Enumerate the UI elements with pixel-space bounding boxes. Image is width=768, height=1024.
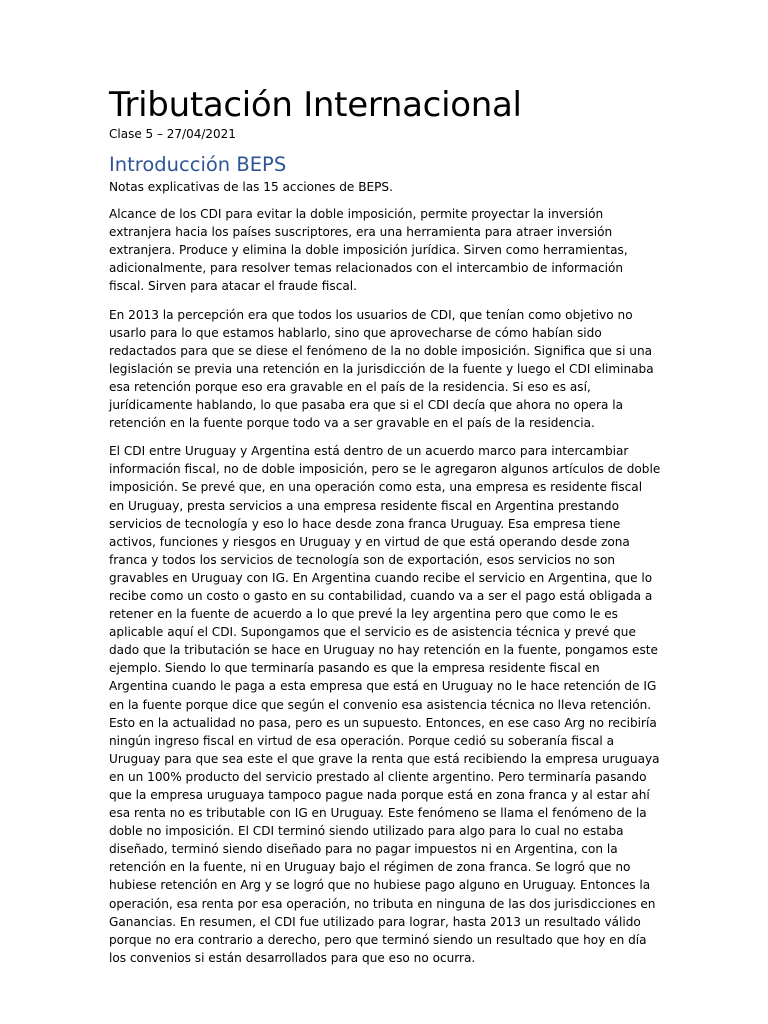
paragraph: El CDI entre Uruguay y Argentina está dentro de un acuerdo marco para intercambiar información fiscal, no de doble imposición, pero se le agregaron algunos artículos de doble imposición. Se prevé que, en una operación como esta, una empresa es residente fiscal en Uruguay, presta servicios a una empresa residente fiscal en Argentina prestando servicios de tecnología y eso lo hace desde zona franca Uruguay. Esa empresa tiene activos, funciones y riesgos en Uruguay y en virtud de que está operando desde zona franca y todos los servicios de tecnología son de exportación, esos servicios no son gravables en Uruguay con IG. En Argentina cuando recibe el servicio en Argentina, que lo recibe como un costo o gasto en su contabilidad, cuando va a ser el pago está obligada a retener en la fuente de acuerdo a lo que prevé la ley argentina pero que como le es aplicable aquí el CDI. Supongamos que el servicio es de asistencia técnica y prevé que dado que la tributación se hace en Uruguay no hay retención en la fuente, pongamos este ejemplo. Siendo lo que terminaría pasando es que la empresa residente fiscal en Argentina cuando le paga a esta empresa que está en Uruguay no le hace retención de IG en la fuente porque dice que según el convenio esa asistencia técnica no lleva retención. Esto en la actualidad no pasa, pero es un supuesto. Entonces, en ese caso Arg no recibiría ningún ingreso fiscal en virtud de esa operación. Porque cedió su soberanía fiscal a Uruguay para que sea este el que grave la renta que está recibiendo la empresa uruguaya en un 100% producto del servicio prestado al cliente argentino. Pero terminaría pasando que la empresa uruguaya tampoco pague nada porque está en zona franca y al estar ahí esa renta no es tributable con IG en Uruguay. Este fenómeno se llama el fenómeno de la doble no imposición. El CDI terminó siendo utilizado para algo para lo cual no estaba diseñado, terminó siendo diseñado para no pagar impuestos ni en Argentina, con la retención en la fuente, ni en Uruguay bajo el régimen de zona franca. Se logró que no hubiese retención en Arg y se logró que no hubiese pago alguno en Uruguay. Entonces la operación, esa renta por esa operación, no tributa en ninguna de las dos jurisdicciones en Ganancias. En resumen, el CDI fue utilizado para lograr, hasta 2013 un resultado válido porque no era contrario a derecho, pero que terminó siendo un resultado que hoy en día los convenios si están desarrollados para que eso no ocurra. — [109, 444, 661, 965]
paragraph: Notas explicativas de las 15 acciones de BEPS. — [109, 180, 393, 194]
section-heading: Introducción BEPS — [109, 153, 287, 176]
paragraph: En 2013 la percepción era que todos los usuarios de CDI, que tenían como objetivo no usarlo para lo que estamos hablarlo, sino que aprovecharse de cómo habían sido redactados para que se diese el fenómeno de la no doble imposición. Significa que si una legislación se previa una retención en la jurisdicción de la fuente y luego el CDI eliminaba esa retención porque eso era gravable en el país de la residencia. Si eso es así, jurídicamente hablando, lo que pasaba era que si el CDI decía que ahora no opera la retención en la fuente porque todo va a ser gravable en el país de la residencia. — [109, 307, 654, 431]
document-page — [109, 84, 661, 977]
paragraph: Alcance de los CDI para evitar la doble imposición, permite proyectar la inversión extranjera hacia los países suscriptores, era una herramienta para atraer inversión extranjera. Produce y elimina la doble imposición jurídica. Sirven como herramientas, adicionalmente, para resolver temas relacionados con el intercambio de información fiscal. Sirven para atacar el fraude fiscal. — [109, 207, 628, 294]
document-subtitle: Clase 5 – 27/04/2021 — [109, 127, 236, 141]
document-title: Tributación Internacional — [109, 85, 522, 125]
